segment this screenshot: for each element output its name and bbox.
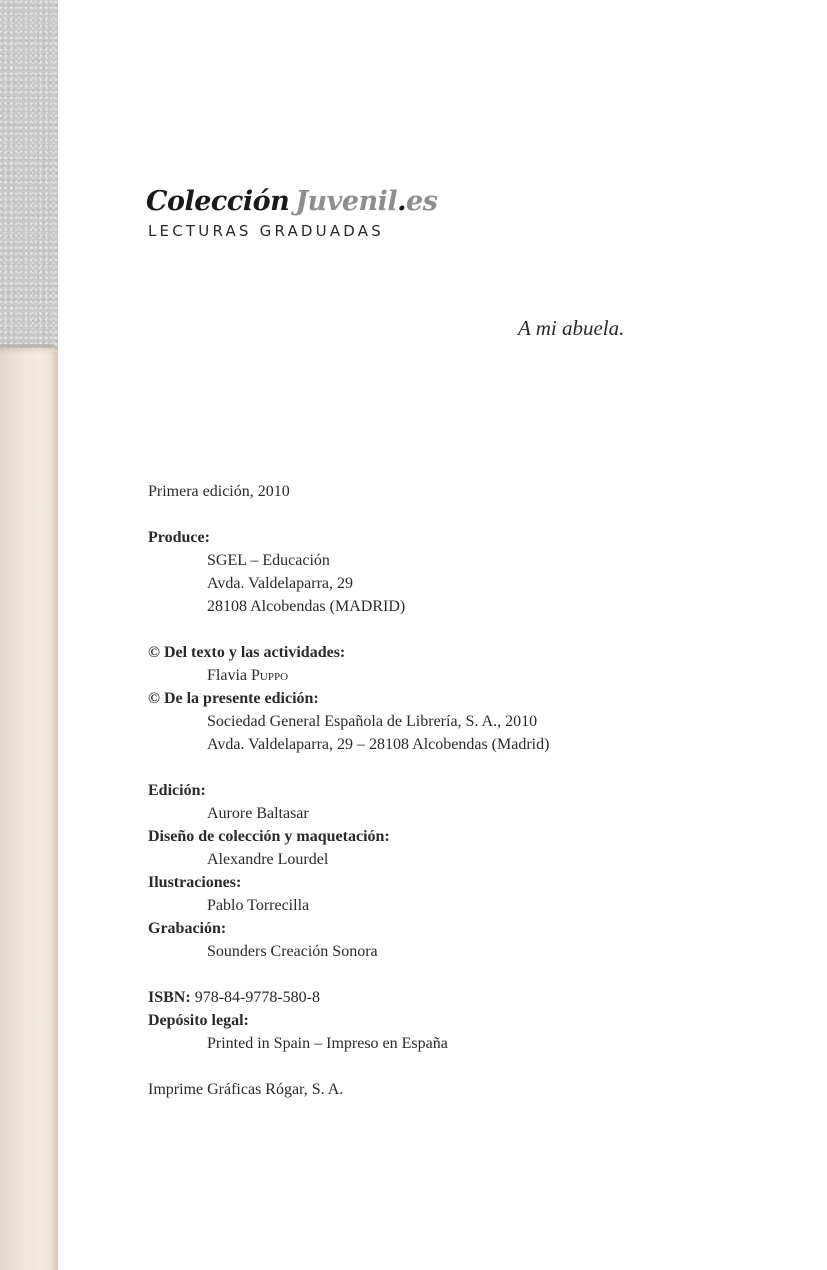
author-first-name: Flavia: [207, 667, 251, 684]
logo-word-juvenil: Juvenil: [295, 186, 398, 217]
illustrations-value: Pablo Torrecilla: [207, 897, 310, 914]
edition-rights-line: Avda. Valdelaparra, 29 – 28108 Alcobendas (Madrid): [207, 736, 550, 753]
spine-shadow: [50, 352, 58, 1270]
logo-word-coleccion: Colección: [146, 186, 290, 217]
author-last-name: Puppo: [251, 667, 289, 684]
recording-value: Sounders Creación Sonora: [207, 943, 378, 960]
collection-logo: [146, 186, 437, 217]
illustrations-label: Ilustraciones:: [148, 874, 242, 891]
isbn-line: [148, 986, 788, 1009]
design-value: Alexandre Lourdel: [207, 851, 329, 868]
author-name: [148, 664, 788, 687]
edition-line: Primera edición, 2010: [148, 483, 290, 500]
collection-subtitle: LECTURAS GRADUADAS: [148, 222, 384, 240]
logo-word-es: es: [406, 186, 438, 217]
produce-label: Produce:: [148, 529, 210, 546]
printer-line: Imprime Gráficas Rógar, S. A.: [148, 1081, 344, 1098]
produce-line: SGEL – Educación: [207, 552, 330, 569]
text-rights-label: © Del texto y las actividades:: [148, 644, 346, 661]
credits-block: [148, 480, 788, 1101]
isbn-label: ISBN:: [148, 989, 191, 1006]
editing-label: Edición:: [148, 782, 206, 799]
produce-line: Avda. Valdelaparra, 29: [207, 575, 354, 592]
edition-rights-label: © De la presente edición:: [148, 690, 319, 707]
logo-dot: .: [397, 186, 407, 217]
editing-value: Aurore Baltasar: [207, 805, 309, 822]
produce-line: 28108 Alcobendas (MADRID): [207, 598, 406, 615]
legal-deposit-label: Depósito legal:: [148, 1012, 249, 1029]
isbn-value: 978-84-9778-580-8: [190, 989, 320, 1006]
legal-deposit-value: Printed in Spain – Impreso en España: [207, 1035, 448, 1052]
edition-rights-line: Sociedad General Española de Librería, S. A., 2010: [207, 713, 538, 730]
design-label: Diseño de colección y maquetación:: [148, 828, 390, 845]
dedication: A mi abuela.: [518, 316, 625, 340]
recording-label: Grabación:: [148, 920, 227, 937]
decorative-texture-strip: [0, 0, 58, 352]
